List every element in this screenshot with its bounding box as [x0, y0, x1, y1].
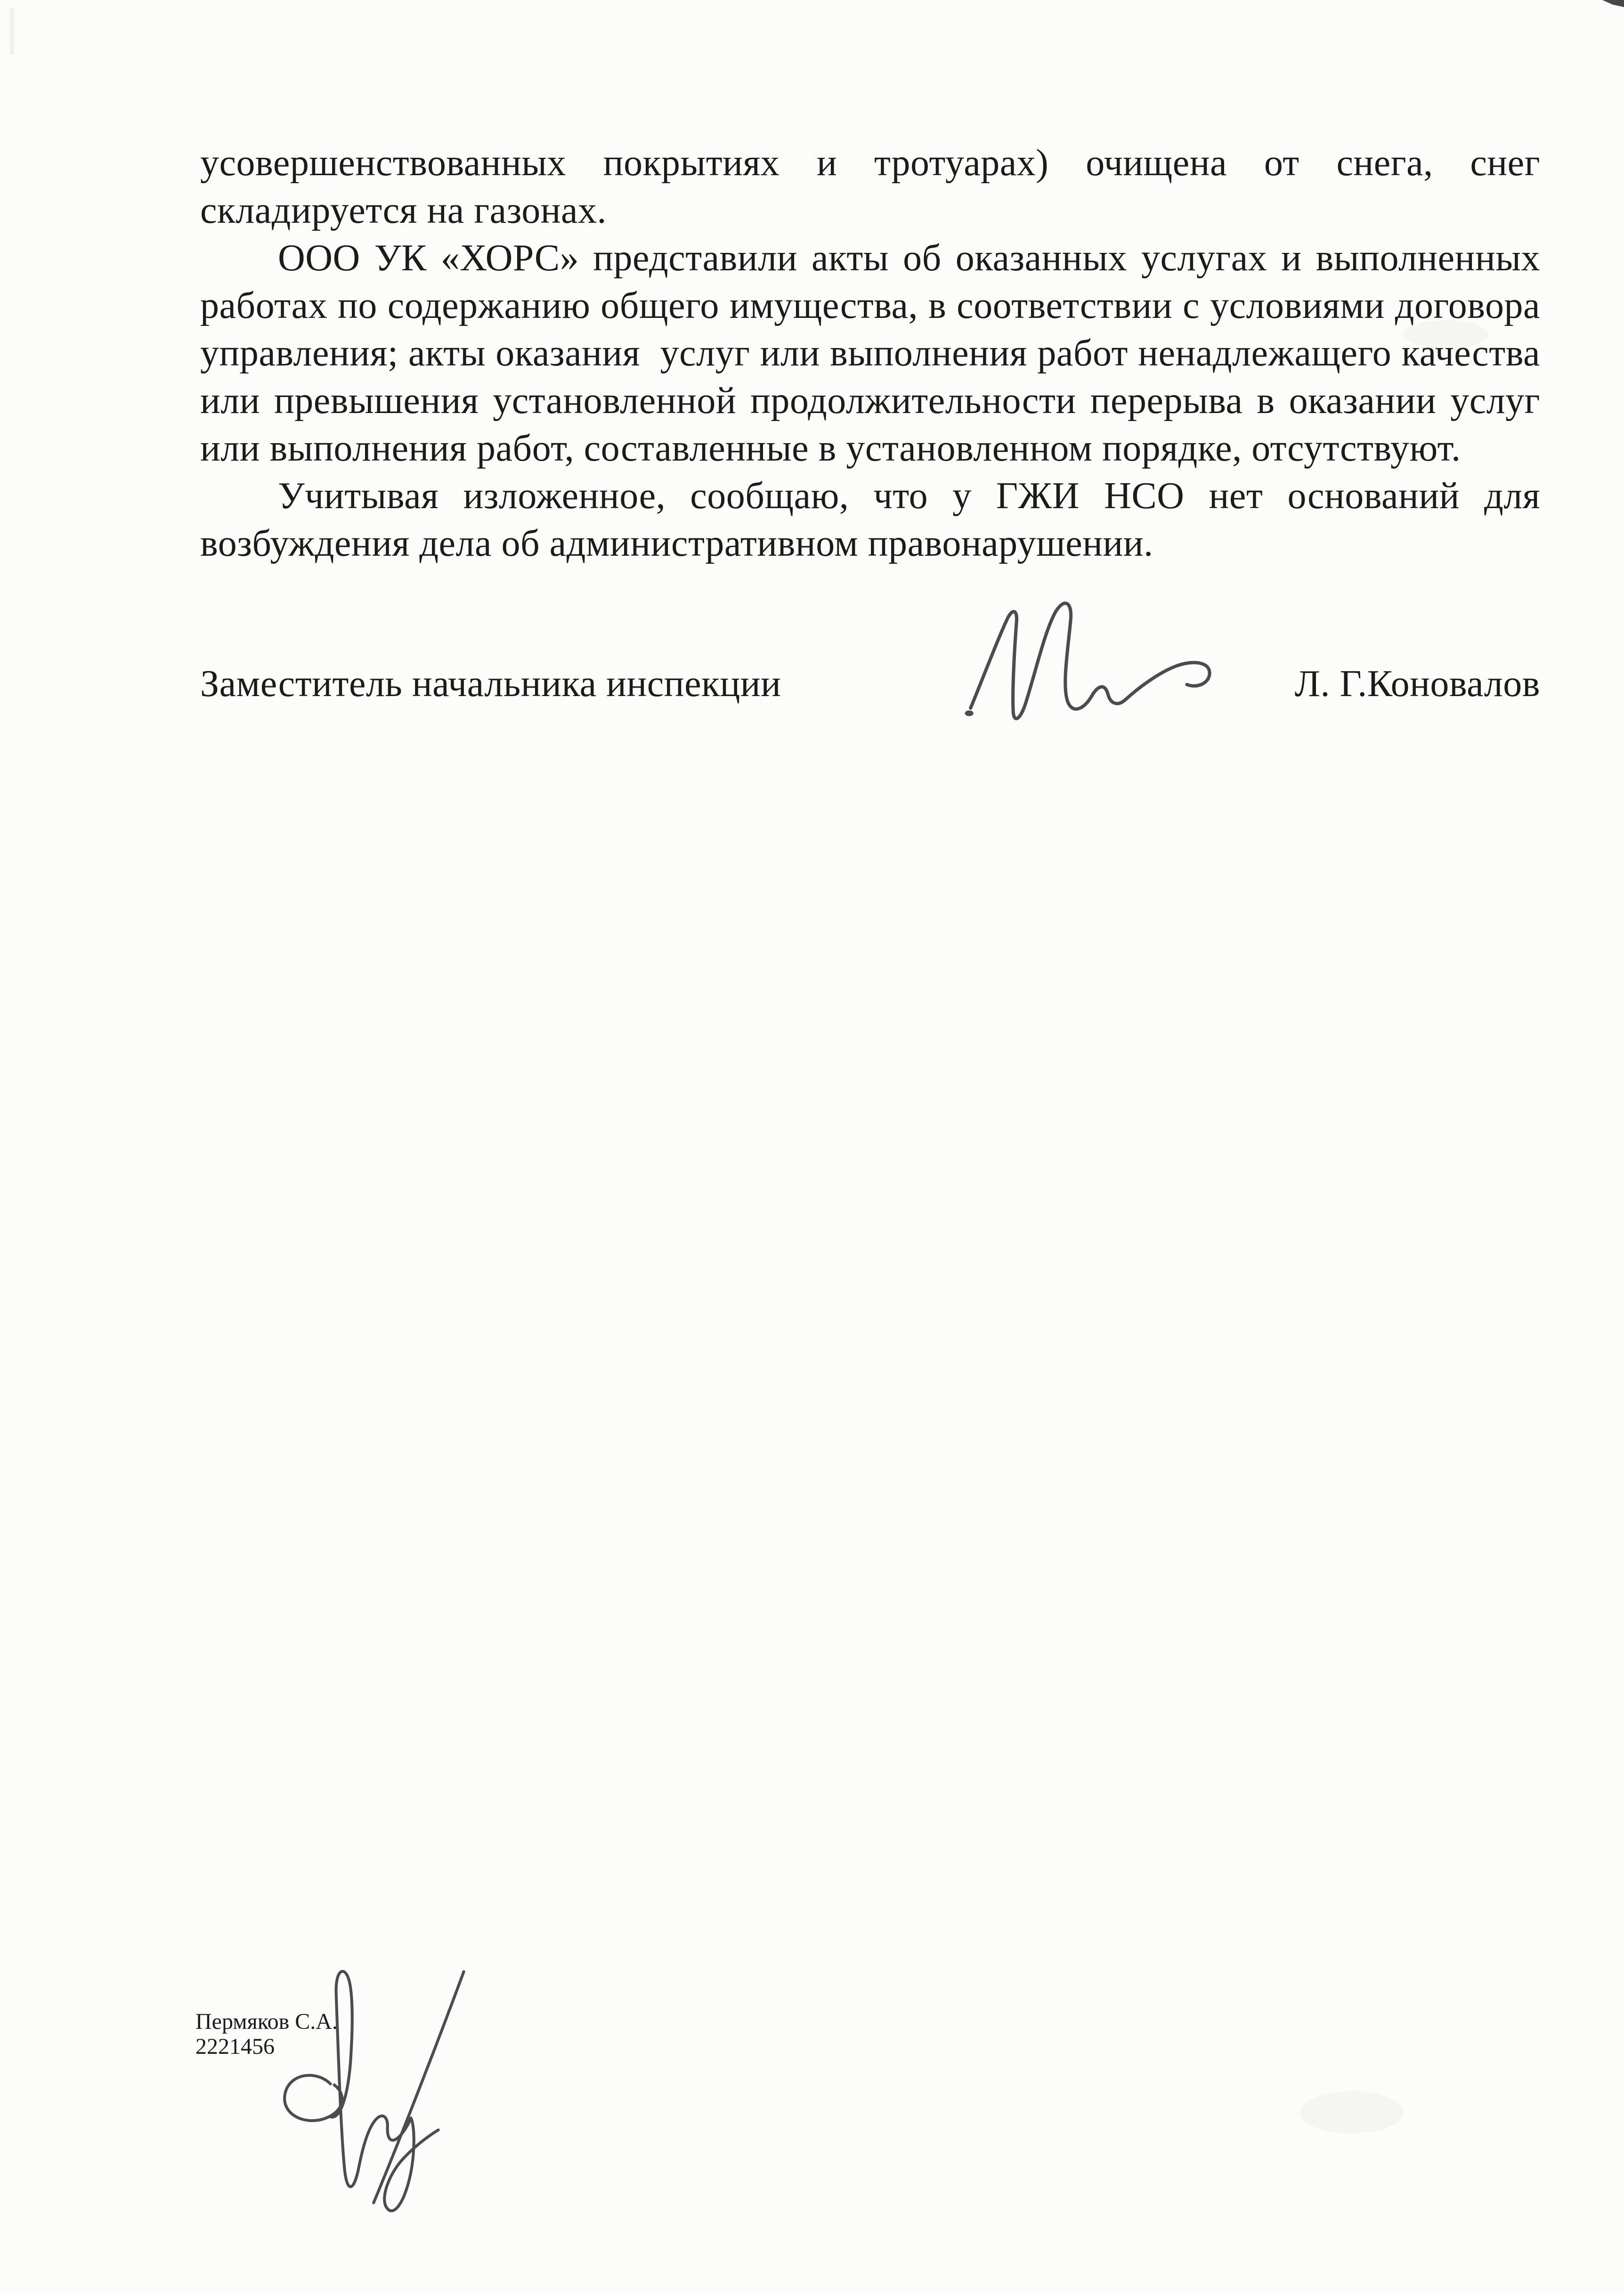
text-line: или выполнения работ, составленные в установленном порядке, отсутствуют.: [200, 428, 1461, 469]
scan-artifact-top-left: [9, 8, 14, 55]
text-line: ООО УК «ХОРС» представили акты об оказанных услугах и выполненных: [278, 237, 1540, 279]
konovalov-signature-image: [949, 594, 1246, 740]
signer-name: Л. Г.Коновалов: [1294, 663, 1540, 705]
paragraph: [200, 235, 1540, 472]
text-line: возбуждения дела об административном правонарушении.: [200, 523, 1153, 564]
executor-name: Пермяков С.А.: [195, 2009, 338, 2034]
text-line: складируется на газонах.: [200, 190, 607, 231]
text-line: усовершенствованных покрытиях и тротуарах) очищена от снега, снег: [200, 142, 1540, 184]
signer-position-label: Заместитель начальника инспекции: [200, 663, 781, 705]
scan-smudge: [1300, 2091, 1404, 2133]
permyakov-visa-signature-image: [258, 1958, 479, 2217]
text-line: или превышения установленной продолжительности перерыва в оказании услуг: [200, 380, 1540, 422]
text-line: работах по содержанию общего имущества, в соответствии с условиями договора: [200, 285, 1540, 326]
paragraph: [200, 139, 1540, 235]
text-line: управления; акты оказания услуг или выполнения работ ненадлежащего качества: [200, 332, 1540, 374]
signature-block: [200, 660, 1540, 708]
letter-body: [200, 139, 1540, 567]
executor-phone: 2221456: [195, 2034, 275, 2059]
text-line: Учитывая изложенное, сообщаю, что у ГЖИ НСО нет оснований для: [278, 475, 1540, 517]
paragraph: [200, 472, 1540, 567]
scan-artifact-top-right: [1599, 0, 1624, 7]
